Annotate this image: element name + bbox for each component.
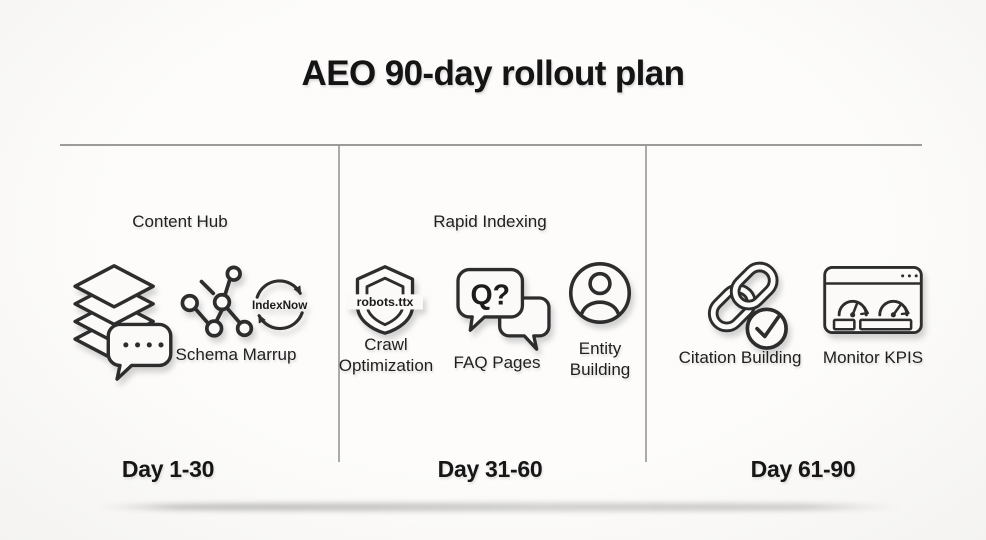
schema-network-indexnow-icon xyxy=(178,262,310,348)
faq-question-text: Q? xyxy=(470,279,510,312)
entity-person-icon xyxy=(567,260,633,326)
crawl-optimization-label: Crawl Optimization xyxy=(338,335,434,375)
faq-bubbles-icon xyxy=(448,262,558,352)
day-1-30-label: Day 1-30 xyxy=(121,456,215,482)
day-61-90-label: Day 61-90 xyxy=(750,456,856,482)
content-hub-label: Content Hub xyxy=(132,212,228,231)
schema-markup-label: Schema Marrup xyxy=(175,345,297,364)
monitor-kpis-label: Monitor KPIS xyxy=(822,348,924,367)
rapid-indexing-label: Rapid Indexing xyxy=(433,212,547,231)
entity-building-label: Entity Building xyxy=(569,339,631,379)
content-stack-chat-icon xyxy=(62,258,177,383)
page-title: AEO 90-day rollout plan xyxy=(301,54,685,93)
citation-link-check-icon xyxy=(697,257,789,349)
window-dots xyxy=(901,274,918,277)
column-divider-2 xyxy=(645,146,647,462)
day-31-60-label: Day 31-60 xyxy=(437,456,543,482)
soft-shadow-streak xyxy=(95,503,905,511)
timeline-divider xyxy=(60,144,922,146)
kpi-dashboard-icon xyxy=(822,264,924,336)
indexnow-badge-text: IndexNow xyxy=(251,298,308,312)
robots-txt-shield-icon xyxy=(347,263,423,337)
robots-txt-text: robots.ttx xyxy=(356,295,414,310)
citation-building-label: Citation Building xyxy=(678,348,802,367)
column-divider-1 xyxy=(338,146,340,462)
faq-pages-label: FAQ Pages xyxy=(453,353,541,372)
